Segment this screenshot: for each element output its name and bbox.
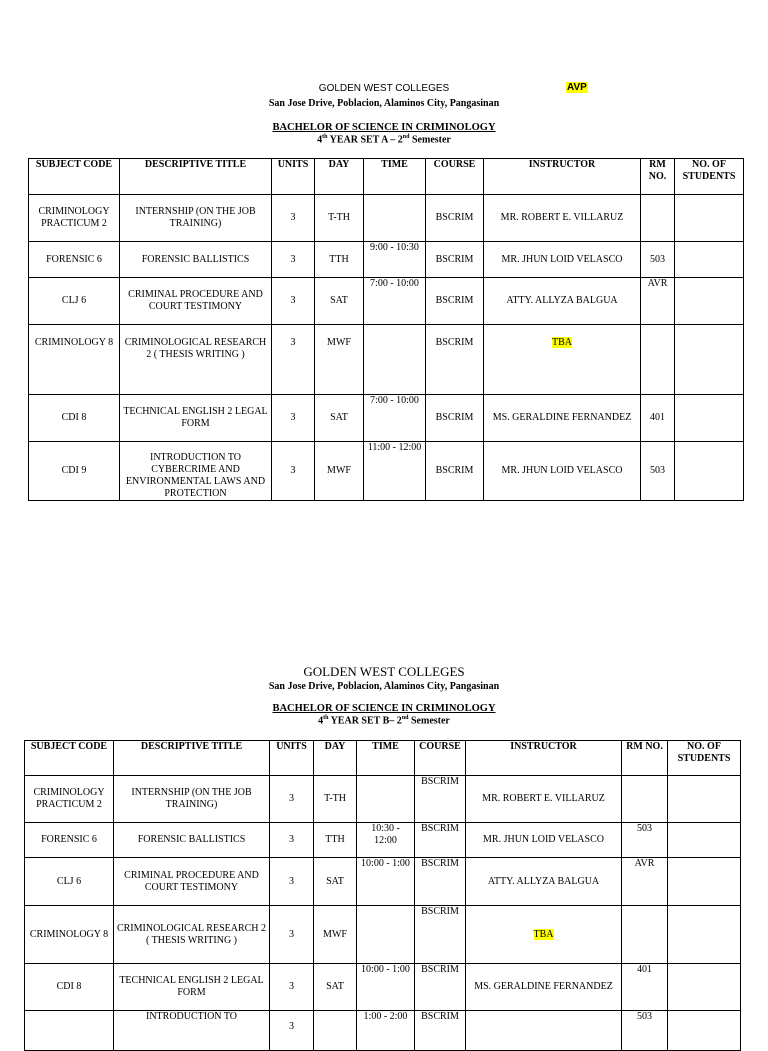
subject-code: FORENSIC 6 xyxy=(29,242,120,278)
time: 11:00 - 12:00 xyxy=(364,442,426,501)
subject-code: FORENSIC 6 xyxy=(25,823,114,858)
table-row xyxy=(29,195,744,242)
school-name: GOLDEN WEST COLLEGES xyxy=(318,83,450,94)
units: 3 xyxy=(270,823,314,858)
day xyxy=(314,1011,357,1051)
descriptive-title: CRIMINAL PROCEDURE AND COURT TESTIMONY xyxy=(114,858,270,906)
units: 3 xyxy=(270,858,314,906)
room-number xyxy=(622,906,668,964)
course: BSCRIM xyxy=(415,823,466,858)
table-row xyxy=(25,964,741,1011)
instructor: ATTY. ALLYZA BALGUA xyxy=(466,858,622,906)
student-count xyxy=(668,1011,741,1051)
descriptive-title: INTRODUCTION TO CYBERCRIME AND ENVIRONMENTAL LAWS AND PROTECTION xyxy=(120,442,272,501)
course: BSCRIM xyxy=(426,195,484,242)
student-count xyxy=(675,325,744,395)
units: 3 xyxy=(270,964,314,1011)
descriptive-title: TECHNICAL ENGLISH 2 LEGAL FORM xyxy=(114,964,270,1011)
table-row xyxy=(29,325,744,395)
program-title: BACHELOR OF SCIENCE IN CRIMINOLOGY xyxy=(272,703,496,714)
col-instructor: INSTRUCTOR xyxy=(466,741,622,776)
day: TTH xyxy=(314,823,357,858)
room-number xyxy=(641,325,675,395)
descriptive-title: CRIMINOLOGICAL RESEARCH 2 ( THESIS WRITING ) xyxy=(114,906,270,964)
year-set-text: YEAR SET A – 2 xyxy=(327,134,403,146)
instructor xyxy=(466,1011,622,1051)
col-descriptive-title: DESCRIPTIVE TITLE xyxy=(120,159,272,195)
col-no-students: NO. OF STUDENTS xyxy=(668,741,741,776)
time xyxy=(364,195,426,242)
table-row xyxy=(29,242,744,278)
units: 3 xyxy=(270,776,314,823)
program-title: BACHELOR OF SCIENCE IN CRIMINOLOGY xyxy=(272,122,496,133)
day: MWF xyxy=(315,442,364,501)
day: SAT xyxy=(315,395,364,442)
subject-code: CRIMINOLOGY 8 xyxy=(25,906,114,964)
room-number xyxy=(641,195,675,242)
year-number: 4 xyxy=(317,134,323,146)
units: 3 xyxy=(270,906,314,964)
instructor-tba: TBA xyxy=(533,928,554,940)
room-number: 401 xyxy=(641,395,675,442)
units: 3 xyxy=(272,195,315,242)
time xyxy=(357,906,415,964)
room-number xyxy=(622,776,668,823)
course: BSCRIM xyxy=(415,858,466,906)
course: BSCRIM xyxy=(426,242,484,278)
time: 7:00 - 10:00 xyxy=(364,278,426,325)
course: BSCRIM xyxy=(426,395,484,442)
room-number: 503 xyxy=(641,242,675,278)
table-row xyxy=(25,858,741,906)
col-rm-no: RM NO. xyxy=(641,159,675,195)
units: 3 xyxy=(272,395,315,442)
student-count xyxy=(675,242,744,278)
course: BSCRIM xyxy=(426,325,484,395)
units: 3 xyxy=(272,278,315,325)
col-descriptive-title: DESCRIPTIVE TITLE xyxy=(114,741,270,776)
table-header-row xyxy=(25,741,741,776)
instructor: MR. JHUN LOID VELASCO xyxy=(466,823,622,858)
instructor: MR. JHUN LOID VELASCO xyxy=(484,242,641,278)
year-set-text: YEAR SET B– 2 xyxy=(328,715,402,727)
day: MWF xyxy=(314,906,357,964)
col-time: TIME xyxy=(364,159,426,195)
semester-text: Semester xyxy=(409,134,451,146)
col-subject-code: SUBJECT CODE xyxy=(29,159,120,195)
school-name: GOLDEN WEST COLLEGES xyxy=(303,664,465,679)
time xyxy=(357,776,415,823)
units: 3 xyxy=(272,325,315,395)
instructor: MR. ROBERT E. VILLARUZ xyxy=(466,776,622,823)
room-number: AVR xyxy=(641,278,675,325)
table-row xyxy=(29,278,744,325)
course: BSCRIM xyxy=(415,1011,466,1051)
descriptive-title: INTRODUCTION TO xyxy=(114,1011,270,1051)
instructor-tba: TBA xyxy=(552,337,572,348)
subject-code: CRIMINOLOGY PRACTICUM 2 xyxy=(25,776,114,823)
year-set-label xyxy=(0,134,768,145)
table-row xyxy=(29,395,744,442)
col-subject-code: SUBJECT CODE xyxy=(25,741,114,776)
student-count xyxy=(668,776,741,823)
room-number: 503 xyxy=(622,823,668,858)
descriptive-title: TECHNICAL ENGLISH 2 LEGAL FORM xyxy=(120,395,272,442)
schedule-table-set-a xyxy=(28,158,744,501)
day: SAT xyxy=(314,858,357,906)
col-course: COURSE xyxy=(415,741,466,776)
col-day: DAY xyxy=(315,159,364,195)
time: 10:30 - 12:00 xyxy=(357,823,415,858)
course: BSCRIM xyxy=(426,442,484,501)
instructor xyxy=(466,906,622,964)
table-row xyxy=(29,442,744,501)
subject-code: CRIMINOLOGY PRACTICUM 2 xyxy=(29,195,120,242)
room-number: 503 xyxy=(641,442,675,501)
subject-code: CDI 9 xyxy=(29,442,120,501)
col-course: COURSE xyxy=(426,159,484,195)
time: 10:00 - 1:00 xyxy=(357,964,415,1011)
day: MWF xyxy=(315,325,364,395)
col-instructor: INSTRUCTOR xyxy=(484,159,641,195)
subject-code xyxy=(25,1011,114,1051)
subject-code: CDI 8 xyxy=(25,964,114,1011)
units: 3 xyxy=(272,242,315,278)
course: BSCRIM xyxy=(426,278,484,325)
instructor: MR. ROBERT E. VILLARUZ xyxy=(484,195,641,242)
subject-code: CLJ 6 xyxy=(29,278,120,325)
descriptive-title: CRIMINOLOGICAL RESEARCH 2 ( THESIS WRITING ) xyxy=(120,325,272,395)
col-units: UNITS xyxy=(270,741,314,776)
sem-sup: nd xyxy=(401,715,409,721)
instructor xyxy=(484,325,641,395)
schedule-table-set-b xyxy=(24,740,741,1051)
year-sup: th xyxy=(322,134,328,140)
subject-code: CLJ 6 xyxy=(25,858,114,906)
time: 1:00 - 2:00 xyxy=(357,1011,415,1051)
school-address: San Jose Drive, Poblacion, Alaminos City, Pangasinan xyxy=(268,681,500,692)
course: BSCRIM xyxy=(415,776,466,823)
col-units: UNITS xyxy=(272,159,315,195)
col-day: DAY xyxy=(314,741,357,776)
year-number: 4 xyxy=(318,715,324,727)
table-row xyxy=(25,1011,741,1051)
descriptive-title: FORENSIC BALLISTICS xyxy=(120,242,272,278)
time: 10:00 - 1:00 xyxy=(357,858,415,906)
student-count xyxy=(668,823,741,858)
units: 3 xyxy=(272,442,315,501)
instructor: ATTY. ALLYZA BALGUA xyxy=(484,278,641,325)
day: SAT xyxy=(314,964,357,1011)
subject-code: CDI 8 xyxy=(29,395,120,442)
day: T-TH xyxy=(314,776,357,823)
subject-code: CRIMINOLOGY 8 xyxy=(29,325,120,395)
time: 9:00 - 10:30 xyxy=(364,242,426,278)
school-address: San Jose Drive, Poblacion, Alaminos City, Pangasinan xyxy=(268,98,500,109)
col-rm-no: RM NO. xyxy=(622,741,668,776)
descriptive-title: INTERNSHIP (ON THE JOB TRAINING) xyxy=(114,776,270,823)
semester-text: Semester xyxy=(408,715,450,727)
table-header-row xyxy=(29,159,744,195)
student-count xyxy=(675,395,744,442)
course: BSCRIM xyxy=(415,906,466,964)
year-set-label xyxy=(0,715,768,726)
table-row xyxy=(25,776,741,823)
avp-tag: AVP xyxy=(567,82,587,93)
units: 3 xyxy=(270,1011,314,1051)
room-number: 401 xyxy=(622,964,668,1011)
student-count xyxy=(675,442,744,501)
room-number: AVR xyxy=(622,858,668,906)
student-count xyxy=(668,964,741,1011)
instructor: MS. GERALDINE FERNANDEZ xyxy=(466,964,622,1011)
student-count xyxy=(675,278,744,325)
day: T-TH xyxy=(315,195,364,242)
instructor: MS. GERALDINE FERNANDEZ xyxy=(484,395,641,442)
instructor: MR. JHUN LOID VELASCO xyxy=(484,442,641,501)
col-time: TIME xyxy=(357,741,415,776)
table-row xyxy=(25,823,741,858)
student-count xyxy=(668,858,741,906)
descriptive-title: INTERNSHIP (ON THE JOB TRAINING) xyxy=(120,195,272,242)
table-row xyxy=(25,906,741,964)
time: 7:00 - 10:00 xyxy=(364,395,426,442)
day: TTH xyxy=(315,242,364,278)
descriptive-title: FORENSIC BALLISTICS xyxy=(114,823,270,858)
course: BSCRIM xyxy=(415,964,466,1011)
descriptive-title: CRIMINAL PROCEDURE AND COURT TESTIMONY xyxy=(120,278,272,325)
student-count xyxy=(675,195,744,242)
student-count xyxy=(668,906,741,964)
year-sup: th xyxy=(323,715,329,721)
time xyxy=(364,325,426,395)
room-number: 503 xyxy=(622,1011,668,1051)
day: SAT xyxy=(315,278,364,325)
col-no-students: NO. OF STUDENTS xyxy=(675,159,744,195)
sem-sup: nd xyxy=(402,134,410,140)
